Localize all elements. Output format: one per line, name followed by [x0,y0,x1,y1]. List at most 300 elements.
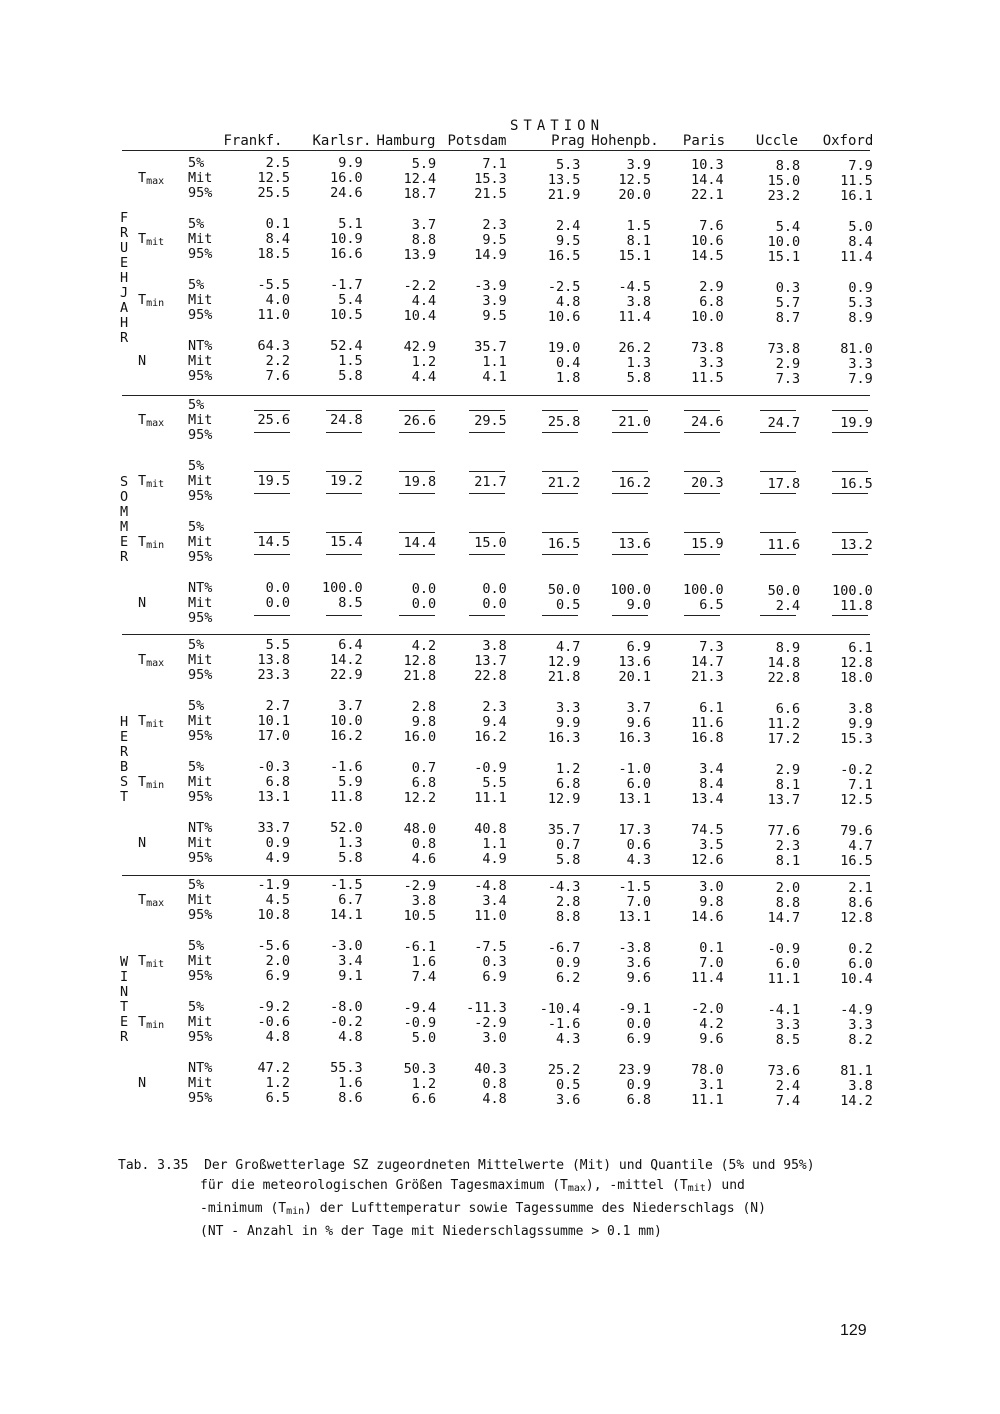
station-header: Hamburg [376,133,436,149]
season-letter: A [120,299,129,316]
table-cell: 24.6 [691,414,724,431]
row-label: 5% [188,519,205,535]
table-cell: 11.0 [257,307,290,323]
table-cell: 17.8 [767,475,801,492]
table-cell: 10.5 [330,307,363,324]
season-letter: S [120,774,129,790]
table-cell: 7.9 [848,371,873,388]
empty-dash [832,471,868,472]
table-cell: 52.0 [330,820,363,837]
section-separator [122,395,870,396]
table-cell: 0.8 [411,835,437,852]
table-cell: 21.2 [547,474,581,491]
table-cell: 15.0 [474,535,507,552]
table-cell: 0.1 [699,940,724,957]
table-cell: -9.2 [257,999,290,1015]
caption-line-2c: ) und [705,1178,745,1193]
table-cell: 100.0 [832,583,873,600]
empty-dash [254,471,290,472]
table-cell: 16.5 [547,535,581,552]
table-cell: 7.1 [848,777,873,794]
table-cell: 14.5 [257,534,290,550]
table-cell: -7.5 [474,939,507,956]
empty-dash [254,432,290,433]
variable-symbol: N [138,353,147,369]
variable-symbol: T [138,473,147,489]
table-cell: 6.0 [626,776,651,792]
station-title: STATION [510,118,605,134]
table-cell: 10.5 [403,907,437,924]
table-cell: 3.0 [699,879,724,896]
empty-dash [542,432,578,433]
empty-dash [326,493,362,494]
variable-symbol: T [138,953,147,969]
table-cell: 5.0 [411,1029,437,1046]
empty-dash [684,615,720,616]
section-separator [122,875,870,876]
row-label: Mit [188,835,213,851]
row-label: 95% [188,728,213,744]
table-cell: 10.0 [691,309,724,326]
table-cell: 6.1 [699,700,724,717]
table-cell: 12.5 [840,792,873,809]
table-cell: 6.8 [411,774,437,791]
table-cell: -1.9 [257,877,290,893]
empty-dash [399,532,435,533]
table-cell: 13.2 [840,537,873,554]
table-cell: 6.8 [699,294,724,311]
table-cell: 4.3 [556,1030,581,1047]
table-cell: 3.3 [699,355,724,372]
row-label: 95% [188,1029,213,1045]
table-cell: 1.3 [338,835,363,852]
variable-subscript: min [146,780,165,791]
table-cell: 5.9 [338,774,363,791]
table-cell: -6.7 [547,939,581,956]
table-cell: 20.0 [618,187,651,203]
table-cell: 6.0 [848,956,873,973]
row-label: 95% [188,850,213,866]
row-label: 5% [188,277,205,293]
table-cell: 11.6 [691,715,724,732]
table-cell: 16.1 [840,188,873,205]
empty-dash [832,410,868,411]
empty-dash [832,493,868,494]
empty-dash [469,554,505,555]
table-cell: 9.0 [626,597,651,613]
table-cell: 11.5 [691,370,724,387]
row-label: 95% [188,907,213,923]
season-letter: R [120,744,129,760]
table-cell: -2.9 [403,877,437,894]
table-cell: 3.8 [411,892,437,909]
station-header: Prag [551,133,585,149]
table-cell: 9.6 [626,715,651,731]
table-cell: 7.9 [848,158,873,175]
empty-dash [684,471,720,472]
table-cell: 19.2 [330,473,363,490]
table-cell: 11.1 [474,790,507,807]
empty-dash [326,432,362,433]
empty-dash [542,532,578,533]
table-cell: 6.9 [626,639,651,655]
table-cell: 6.0 [775,955,801,972]
table-cell: -9.4 [403,999,437,1016]
table-cell: 12.9 [547,653,581,670]
table-cell: 23.2 [767,187,801,204]
table-cell: 11.1 [767,970,801,987]
table-cell: 5.8 [338,850,363,867]
table-cell: 3.7 [626,700,651,716]
row-label: 95% [188,667,213,683]
season-letter: M [120,504,129,520]
table-cell: 2.3 [775,837,801,854]
table-cell: 6.6 [775,700,801,717]
table-cell: 4.8 [482,1091,507,1108]
table-cell: 2.3 [482,217,507,234]
variable-name [138,714,164,732]
table-cell: 81.0 [840,341,873,358]
empty-dash [469,410,505,411]
empty-dash [760,432,796,433]
empty-dash [612,532,648,533]
table-cell: 7.4 [411,968,437,985]
season-letter: O [120,489,129,505]
table-cell: 17.0 [257,728,290,744]
season-letter: F [120,209,129,226]
empty-dash [542,493,578,494]
table-cell: 7.1 [482,156,507,173]
table-cell: 4.9 [265,850,290,866]
table-cell: 5.3 [556,156,581,173]
variable-name [138,893,164,911]
table-cell: 48.0 [403,820,437,837]
variable-name [138,596,146,611]
table-cell: 25.6 [257,412,290,428]
row-label: Mit [188,953,213,969]
table-cell: 14.2 [330,652,363,669]
table-cell: 73.8 [691,340,724,357]
table-cell: 2.0 [265,953,290,969]
row-label: 95% [188,968,213,984]
table-cell: 1.6 [411,953,437,970]
variable-symbol: T [138,713,147,729]
row-label: 5% [188,155,205,171]
season-letter: U [120,239,129,256]
table-cell: 15.1 [767,248,801,265]
table-cell: 13.7 [767,791,801,808]
table-cell: 5.4 [338,292,363,309]
table-cell: 10.6 [547,308,581,325]
table-cell: 5.8 [338,368,363,385]
table-cell: -0.2 [330,1014,363,1031]
row-label: NT% [188,820,213,836]
season-letter: H [120,314,129,331]
variable-name [138,1076,146,1091]
table-cell: 5.9 [411,155,437,172]
table-cell: 2.9 [775,355,801,372]
table-cell: 13.8 [257,652,290,668]
table-cell: -0.9 [403,1014,437,1031]
table-cell: 0.7 [411,759,437,776]
table-cell: 3.4 [482,893,507,910]
empty-dash [684,532,720,533]
table-cell: 2.4 [775,597,801,614]
caption-sub-mit: mit [687,1183,706,1194]
table-cell: 16.5 [840,476,873,493]
table-cell: 52.4 [330,338,363,355]
table-cell: 11.5 [840,173,873,190]
empty-dash [832,554,868,555]
row-label: 95% [188,185,213,201]
row-label: NT% [188,580,213,596]
table-cell: 15.9 [691,536,724,553]
table-cell: 7.3 [775,370,801,387]
table-cell: 8.1 [626,233,651,249]
table-cell: 4.8 [265,1029,290,1045]
variable-name [138,775,164,793]
table-cell: 25.2 [547,1061,581,1078]
table-cell: 2.7 [265,698,290,714]
table-cell: 5.5 [482,775,507,792]
table-cell: 73.8 [767,340,801,357]
variable-subscript: max [146,176,165,187]
table-cell: 3.6 [556,1091,581,1108]
table-cell: 4.3 [626,852,651,868]
table-cell: 2.1 [848,880,873,897]
table-cell: -0.3 [257,759,290,775]
table-cell: 4.2 [411,637,437,654]
table-cell: 21.0 [618,414,651,430]
row-label: Mit [188,412,213,428]
table-cell: -1.5 [618,879,651,895]
table-cell: 11.2 [767,715,801,732]
table-cell: 33.7 [257,820,290,836]
table-cell: -2.5 [547,278,581,295]
table-cell: 20.3 [691,475,724,492]
table-cell: 6.4 [338,637,363,654]
table-cell: 50.0 [767,582,801,599]
row-label: Mit [188,595,213,611]
table-cell: 11.1 [691,1092,724,1109]
season-letter: T [120,999,129,1015]
table-cell: -2.0 [691,1001,724,1018]
table-cell: 0.0 [482,596,507,613]
table-cell: 10.6 [691,233,724,250]
table-cell: 47.2 [257,1060,290,1076]
row-label: 5% [188,698,205,714]
station-header: Hohenpb. [591,133,659,149]
table-cell: 0.9 [848,280,873,297]
table-cell: -6.1 [403,938,437,955]
table-cell: 13.6 [618,536,651,552]
table-cell: -3.0 [330,938,363,955]
table-cell: 0.0 [482,581,507,598]
table-cell: 50.0 [547,581,581,598]
table-cell: -10.4 [539,1000,581,1017]
table-cell: 9.8 [699,894,724,911]
row-label: 95% [188,610,213,626]
table-cell: 0.0 [626,1016,651,1032]
variable-name [138,954,164,972]
table-cell: 2.4 [556,217,581,234]
table-cell: 21.5 [474,186,507,203]
table-cell: 16.3 [618,730,651,746]
variable-name [138,232,164,250]
table-cell: 16.0 [403,728,437,745]
row-label: 95% [188,488,213,504]
table-cell: 42.9 [403,338,437,355]
table-cell: -1.6 [547,1015,581,1032]
row-label: NT% [188,1060,213,1076]
table-cell: 8.7 [775,309,801,326]
table-cell: 3.7 [338,698,363,715]
empty-dash [326,615,362,616]
variable-symbol: T [138,231,147,247]
table-cell: 14.2 [840,1093,873,1110]
table-cell: 55.3 [330,1060,363,1077]
table-cell: 1.2 [411,353,437,370]
variable-name [138,535,164,553]
row-label: 5% [188,637,205,653]
table-cell: 10.0 [767,233,801,250]
table-cell: 12.8 [840,655,873,672]
table-cell: 11.8 [840,598,873,615]
empty-dash [832,615,868,616]
table-cell: 23.3 [257,667,290,683]
table-cell: 10.4 [403,307,437,324]
caption-line-1: Der Großwetterlage SZ zugeordneten Mittelwerte (Mit) und Quantile (5% und 95%) [204,1158,815,1173]
season-letter: E [120,254,129,271]
table-cell: 5.7 [775,294,801,311]
table-cell: 12.4 [403,170,437,187]
table-cell: 0.0 [265,595,290,611]
empty-dash [612,432,648,433]
table-cell: 8.8 [775,157,801,174]
table-cell: 8.9 [848,310,873,327]
table-cell: 14.8 [767,654,801,671]
table-cell: 6.8 [626,1092,651,1108]
row-label: Mit [188,292,213,308]
table-cell: 0.0 [411,595,437,612]
table-cell: -0.9 [767,940,801,957]
table-cell: 0.3 [775,279,801,296]
table-cell: 6.1 [848,640,873,657]
empty-dash [469,493,505,494]
empty-dash [254,493,290,494]
table-cell: 4.7 [556,638,581,655]
table-cell: 79.6 [840,823,873,840]
variable-symbol: T [138,412,147,428]
variable-name [138,474,164,492]
table-cell: -8.0 [330,999,363,1016]
table-cell: 0.7 [556,836,581,853]
empty-dash [399,410,435,411]
table-cell: 6.7 [338,892,363,909]
table-cell: 23.9 [618,1062,651,1078]
table-cell: 9.1 [338,968,363,985]
table-cell: 3.7 [411,216,437,233]
variable-name [138,354,146,369]
table-cell: 0.5 [556,596,581,613]
table-cell: 7.6 [265,368,290,384]
variable-symbol: N [138,1075,147,1091]
table-cell: -1.5 [330,877,363,894]
table-cell: 13.5 [547,171,581,188]
empty-dash [612,493,648,494]
variable-name [138,413,164,431]
row-label: Mit [188,892,213,908]
empty-dash [326,532,362,533]
variable-subscript: mit [146,479,165,490]
table-cell: 7.4 [775,1092,801,1109]
row-label: NT% [188,338,213,354]
row-label: Mit [188,534,213,550]
table-cell: 16.5 [547,247,581,264]
table-cell: 21.8 [403,667,437,684]
table-cell: 100.0 [321,580,363,597]
table-cell: 13.1 [618,791,651,807]
table-cell: 18.0 [840,670,873,687]
table-cell: 6.2 [556,969,581,986]
table-cell: 3.0 [482,1030,507,1047]
row-label: Mit [188,713,213,729]
table-cell: 21.8 [547,668,581,685]
table-cell: 1.2 [411,1075,437,1092]
table-cell: 9.9 [338,155,363,172]
table-cell: 16.2 [618,475,651,491]
caption-sub-min: min [286,1206,305,1217]
table-cell: 8.4 [699,776,724,793]
section-separator [122,634,870,635]
variable-symbol: N [138,595,147,611]
row-label: Mit [188,473,213,489]
table-cell: 8.1 [775,776,801,793]
empty-dash [832,532,868,533]
variable-subscript: max [146,418,165,429]
empty-dash [326,410,362,411]
table-cell: 4.4 [411,292,437,309]
table-cell: -1.0 [618,761,651,777]
table-cell: 100.0 [682,582,724,599]
table-cell: 14.6 [691,909,724,926]
caption-line-3: -minimum (T [200,1201,287,1216]
table-cell: 5.8 [556,851,581,868]
table-cell: 6.5 [699,597,724,614]
table-cell: 3.9 [626,157,651,173]
table-cell: 12.8 [840,910,873,927]
table-cell: -0.9 [474,760,507,777]
empty-dash [760,532,796,533]
table-cell: 8.6 [338,1090,363,1107]
table-cell: 6.8 [556,775,581,792]
table-cell: 1.2 [265,1075,290,1091]
section-separator [122,150,870,151]
variable-symbol: T [138,774,147,790]
empty-dash [542,615,578,616]
table-cell: 35.7 [474,339,507,356]
empty-dash [760,493,796,494]
empty-dash [399,615,435,616]
row-label: 95% [188,549,213,565]
empty-dash [612,615,648,616]
table-cell: 16.5 [840,853,873,870]
table-cell: 18.7 [403,185,437,202]
row-label: 95% [188,307,213,323]
variable-name [138,836,146,851]
season-letter: R [120,1029,129,1045]
table-cell: 8.1 [775,852,801,869]
